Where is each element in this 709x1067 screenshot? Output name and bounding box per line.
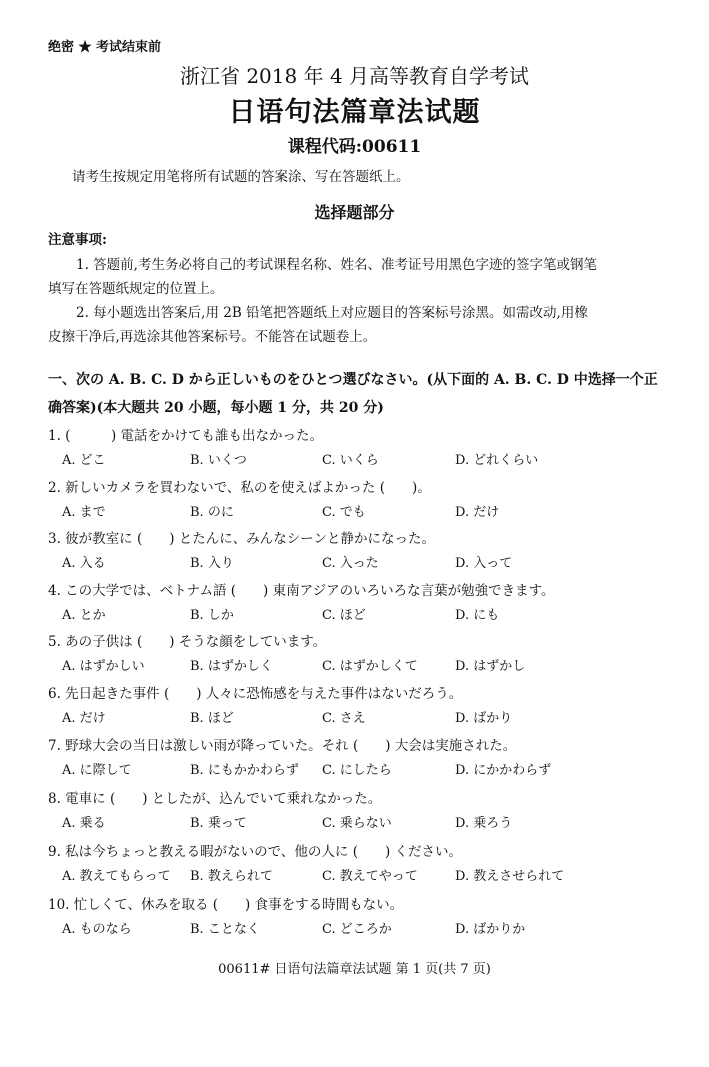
- answer-option: B. 入り: [190, 556, 234, 571]
- answer-option: B. のに: [190, 505, 234, 520]
- exam-title-line1: 浙江省 2018 年 4 月高等教育自学考试: [179, 64, 530, 88]
- confidential-label: 绝密 ★ 考试结束前: [48, 40, 162, 55]
- answer-option: D. 乗ろう: [455, 816, 513, 831]
- answer-option: C. いくら: [322, 453, 379, 468]
- answer-option: D. にかかわらず: [455, 763, 552, 778]
- question-text: 6. 先日起きた事件 ( ) 人々に恐怖感を与えた事件はないだろう。: [48, 686, 463, 702]
- answer-option: A. に際して: [62, 763, 132, 778]
- answer-option: C. でも: [322, 505, 366, 520]
- answer-option: A. とか: [62, 608, 106, 623]
- answer-option: C. さえ: [322, 711, 366, 726]
- page-footer: 00611# 日语句法篇章法试题 第 1 页(共 7 页): [218, 962, 491, 977]
- answer-option: C. 乗らない: [322, 816, 392, 831]
- question-text: 9. 私は今ちょっと教える暇がないので、他の人に ( ) ください。: [48, 844, 463, 860]
- answer-option: B. しか: [190, 608, 234, 623]
- answer-option: D. 入って: [455, 556, 513, 571]
- answer-option: C. にしたら: [322, 763, 392, 778]
- answer-option: D. はずかし: [455, 659, 526, 674]
- answer-option: A. どこ: [62, 453, 106, 468]
- exam-instruction: 请考生按规定用笔将所有试题的答案涂、写在答题纸上。: [72, 169, 410, 185]
- question-text: 5. あの子供は ( ) そうな顔をしています。: [48, 634, 327, 650]
- question-text: 2. 新しいカメラを買わないで、私のを使えばよかった ( )。: [48, 480, 431, 496]
- answer-option: A. 入る: [62, 556, 106, 571]
- answer-option: A. だけ: [62, 711, 106, 726]
- question-text: 4. この大学では、ベトナム語 ( ) 東南アジアのいろいろな言葉が勉強できます。: [48, 583, 555, 599]
- answer-option: D. ばかり: [455, 711, 513, 726]
- note-line: 填写在答题纸规定的位置上。: [48, 281, 224, 297]
- answer-option: B. ほど: [190, 711, 234, 726]
- notes-title: 注意事项:: [48, 232, 107, 248]
- answer-option: D. にも: [455, 608, 500, 623]
- answer-option: A. はずかしい: [62, 659, 145, 674]
- answer-option: D. だけ: [455, 505, 500, 520]
- note-line: 皮擦干净后,再选涂其他答案标号。不能答在试题卷上。: [48, 329, 377, 345]
- question-text: 3. 彼が教室に ( ) とたんに、みんなシーンと静かになった。: [48, 531, 436, 547]
- question-text: 7. 野球大会の当日は激しい雨が降っていた。それ ( ) 大会は実施された。: [48, 738, 517, 754]
- answer-option: C. はずかしくて: [322, 659, 418, 674]
- section-heading: 一、次の A. B. C. D から正しいものをひとつ選びなさい。(从下面的 A. B. C. D 中选择一个正: [48, 372, 658, 388]
- answer-option: B. 乗って: [190, 816, 247, 831]
- answer-option: D. ばかりか: [455, 922, 526, 937]
- answer-option: C. 入った: [322, 556, 379, 571]
- note-line: 1. 答题前,考生务必将自己的考试课程名称、姓名、准考证号用黑色字迹的签字笔或钢笔: [76, 257, 597, 273]
- answer-option: A. ものなら: [62, 922, 132, 937]
- note-line: 2. 每小题选出答案后,用 2B 铅笔把答题纸上对应题目的答案标号涂黑。如需改动,用橡: [76, 305, 588, 321]
- answer-option: A. まで: [62, 505, 106, 520]
- answer-option: B. はずかしく: [190, 659, 273, 674]
- part-title: 选择题部分: [314, 203, 395, 222]
- question-text: 8. 電車に ( ) としたが、込んでいて乗れなかった。: [48, 791, 382, 807]
- answer-option: B. いくつ: [190, 453, 247, 468]
- answer-option: B. にもかかわらず: [190, 763, 299, 778]
- answer-option: C. 教えてやって: [322, 869, 418, 884]
- answer-option: C. ほど: [322, 608, 366, 623]
- answer-option: D. 教えさせられて: [455, 869, 565, 884]
- question-text: 10. 忙しくて、休みを取る ( ) 食事をする時間もない。: [48, 897, 404, 913]
- answer-option: A. 教えてもらって: [62, 869, 171, 884]
- answer-option: D. どれくらい: [455, 453, 539, 468]
- answer-option: B. 教えられて: [190, 869, 273, 884]
- course-code: 课程代码:00611: [287, 137, 422, 157]
- question-text: 1. ( ) 電話をかけても誰も出なかった。: [48, 428, 323, 444]
- exam-title: 日语句法篇章法试题: [228, 97, 481, 128]
- answer-option: C. どころか: [322, 922, 392, 937]
- answer-option: B. ことなく: [190, 922, 260, 937]
- section-heading: 确答案)(本大题共 20 小题，每小题 1 分，共 20 分): [48, 400, 384, 416]
- answer-option: A. 乗る: [62, 816, 106, 831]
